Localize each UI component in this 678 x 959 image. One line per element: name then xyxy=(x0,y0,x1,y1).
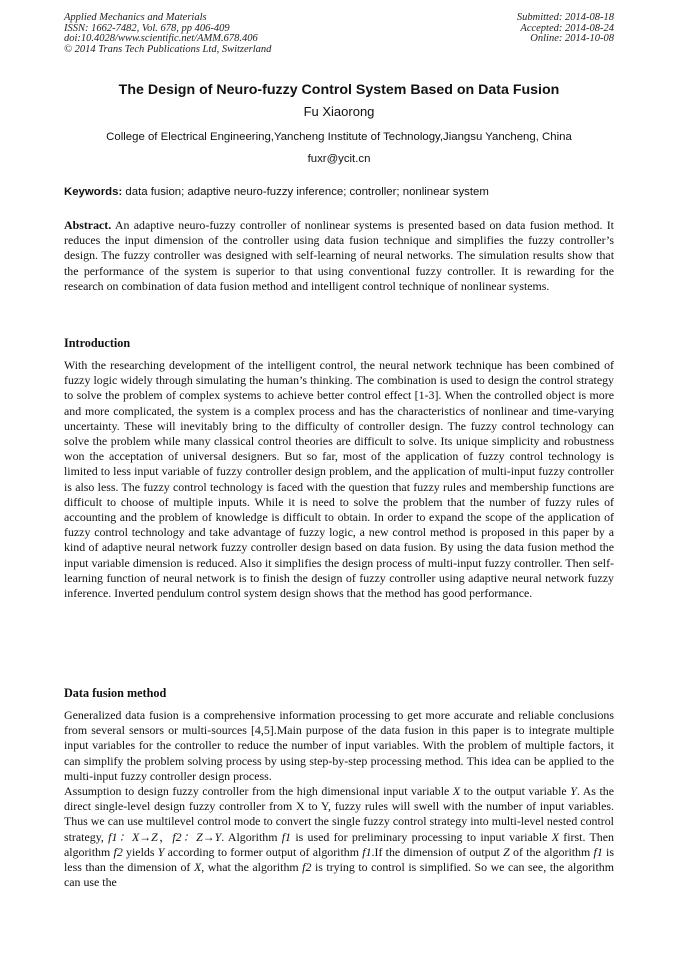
keywords-label: Keywords: xyxy=(64,186,123,198)
paper-title: The Design of Neuro-fuzzy Control System Based on Data Fusion xyxy=(118,82,560,98)
abstract xyxy=(64,218,614,294)
paper-author: Fu Xiaorong xyxy=(303,104,375,119)
data-fusion-paragraph-2: Assumption to design fuzzy controller from the high dimensional input variable X to the output variable Y. As the direct single-level design fuzzy controller from X to Y, fuzzy rules will swell with the number of input variables. Thus we can use multilevel control mode to convert the single fuzzy control strategy into multi-level nested control strategy, f1：X→Z，f2：Z→Y. Algorithm f1 is used for preliminary processing to input variable X first. Then algorithm f2 yields Y according to former output of algorithm f1.If the dimension of output Z of the algorithm f1 is less than the dimension of X, what the algorithm f2 is trying to control is simplified. So we can see, the algorithm can use the xyxy=(64,784,614,890)
keywords-line xyxy=(64,186,615,198)
journal-name: Applied Mechanics and Materials xyxy=(64,12,207,23)
submitted-date: Submitted: 2014-08-18 xyxy=(516,12,614,23)
data-fusion-section xyxy=(64,708,614,890)
data-fusion-heading: Data fusion method xyxy=(64,686,167,700)
journal-issn: ISSN: 1662-7482, Vol. 678, pp 406-409 xyxy=(64,22,230,34)
introduction-paragraph: With the researching development of the intelligent control, the neural network technique has been combined of fuzzy logic widely through simulating the human’s thinking. The combination is used to design the control strategy to solve the problem of complex systems to achieve better control effect [1-3]. When the controlled object is more and more complicated, the system is a complex process and has the characteristics of nonlinear and time-varying uncertainty. These will inevitably bring to the difficulty of controller design. The fuzzy control technology can solve the problem while many classical control theories are difficult to solve. Its unique simplicity and robustness won the acceptation of universal designers. But so far, most of the application of fuzzy control technology is limited to less input variable of fuzzy controller design problem, and the application of multi-input fuzzy controller is also less. The fuzzy control technology is faced with the question that fuzzy rules and membership functions are difficult to choose of multiple inputs. While it is need to solve the problem that the number of fuzzy rules of accounting and the problem of knowledge is difficult to obtain. In order to expand the scope of the application of fuzzy control technology and take advantage of fuzzy logic, a new control method is proposed in this paper by a kind of adaptive neural network fuzzy controller design based on data fusion. By using the data fusion method the input variable dimension is reduced. Also it simplifies the design process of multi-input fuzzy controller. Then self-learning function of neural network is to finish the design of fuzzy controller using adaptive neural network fuzzy inference. Inverted pendulum control system design shows that the method has good performance. xyxy=(64,358,614,601)
paper-affiliation: College of Electrical Engineering,Yancheng Institute of Technology,Jiangsu Yancheng, China xyxy=(106,131,572,143)
introduction-heading: Introduction xyxy=(64,336,131,350)
journal-doi: doi:10.4028/www.scientific.net/AMM.678.406 xyxy=(64,33,258,45)
keywords-text: data fusion; adaptive neuro-fuzzy inference; controller; nonlinear system xyxy=(125,186,489,198)
data-fusion-paragraph-1: Generalized data fusion is a comprehensive information processing to get more accurate and reliable conclusions from several sensors or multi-sources [4,5].Main purpose of the data fusion in this paper is to integrate multiple input variables for the controller to reduce the number of input variables. With the problem of multiple factors, it can simplify the problem solving process by using step-by-step processing method. This idea can be applied to the multi-input fuzzy controller design process. xyxy=(64,708,614,783)
author-email: fuxr@ycit.cn xyxy=(307,153,371,165)
abstract-label: Abstract. xyxy=(64,218,112,232)
introduction-section xyxy=(64,358,614,601)
journal-header-right xyxy=(517,13,614,45)
online-date: Online: 2014-10-08 xyxy=(530,33,614,45)
accepted-date: Accepted: 2014-08-24 xyxy=(520,22,614,34)
abstract-text: An adaptive neuro-fuzzy controller of nonlinear systems is presented based on data fusion method. It reduces the input dimension of the controller using data fusion technique and simplifies the fuzzy controller’s design. The fuzzy controller was designed with self-learning of neural networks. The simulation results show that the performance of the system is superior to that using conventional fuzzy controller. It is rewarding for the research on combination of data fusion method and intelligent control technique of nonlinear systems. xyxy=(64,218,614,293)
journal-header-left xyxy=(64,13,271,55)
journal-copyright: © 2014 Trans Tech Publications Ltd, Switzerland xyxy=(64,43,272,55)
